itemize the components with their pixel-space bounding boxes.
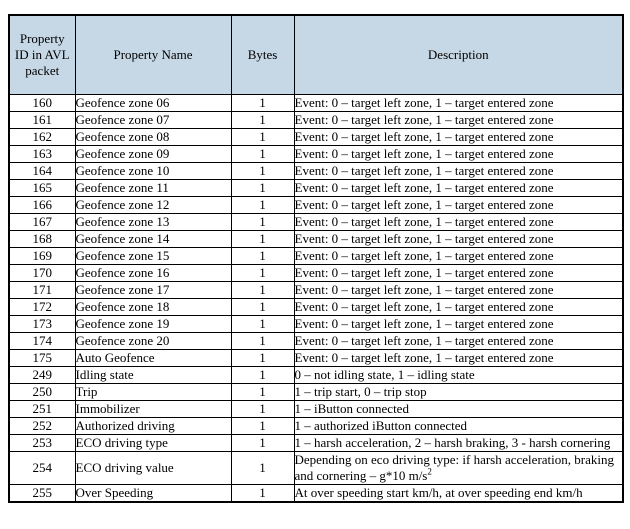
table-row [9,163,623,180]
cell-bytes: 1 [231,282,294,299]
cell-property-name: Geofence zone 17 [75,282,231,299]
table-row [9,129,623,146]
cell-property-name: Auto Geofence [75,350,231,367]
cell-property-id: 163 [9,146,75,163]
cell-bytes: 1 [231,485,294,503]
cell-property-id: 174 [9,333,75,350]
table-row [9,282,623,299]
table-row [9,401,623,418]
description-text: Event: 0 – target left zone, 1 – target entered zone [294,248,554,263]
cell-description [294,367,623,384]
cell-description [294,316,623,333]
cell-property-id: 168 [9,231,75,248]
table-row [9,350,623,367]
description-text: Event: 0 – target left zone, 1 – target entered zone [294,231,554,246]
description-text: 1 – iButton connected [294,401,409,416]
cell-property-id: 162 [9,129,75,146]
cell-bytes: 1 [231,384,294,401]
cell-property-id: 250 [9,384,75,401]
cell-property-name: Geofence zone 19 [75,316,231,333]
cell-property-name: Trip [75,384,231,401]
cell-description [294,146,623,163]
table-row [9,95,623,112]
table-row [9,316,623,333]
cell-description [294,401,623,418]
description-text: Event: 0 – target left zone, 1 – target entered zone [294,197,554,212]
cell-bytes: 1 [231,248,294,265]
description-text: Event: 0 – target left zone, 1 – target entered zone [294,146,554,161]
table-row [9,214,623,231]
table-row [9,197,623,214]
table-row [9,452,623,485]
cell-bytes: 1 [231,435,294,452]
cell-description [294,248,623,265]
cell-description [294,435,623,452]
cell-description [294,214,623,231]
cell-property-name: Immobilizer [75,401,231,418]
cell-description [294,350,623,367]
cell-property-id: 170 [9,265,75,282]
cell-description [294,112,623,129]
cell-bytes: 1 [231,350,294,367]
description-text: 1 – harsh acceleration, 2 – harsh braking, 3 - harsh cornering [294,435,611,450]
cell-bytes: 1 [231,146,294,163]
table-row [9,299,623,316]
cell-description [294,452,623,485]
cell-property-name: Geofence zone 11 [75,180,231,197]
table-header [9,15,623,95]
description-text: Event: 0 – target left zone, 1 – target entered zone [294,333,554,348]
cell-property-id: 171 [9,282,75,299]
cell-property-id: 160 [9,95,75,112]
cell-property-name: Geofence zone 12 [75,197,231,214]
description-superscript: 2 [427,466,432,477]
cell-property-id: 167 [9,214,75,231]
header-row [9,15,623,95]
cell-bytes: 1 [231,333,294,350]
cell-bytes: 1 [231,163,294,180]
avl-properties-table [8,14,624,503]
table-body [9,95,623,503]
cell-property-id: 166 [9,197,75,214]
cell-description [294,333,623,350]
table-row [9,418,623,435]
cell-description [294,485,623,503]
cell-property-id: 169 [9,248,75,265]
cell-property-id: 172 [9,299,75,316]
cell-bytes: 1 [231,316,294,333]
cell-property-name: Geofence zone 06 [75,95,231,112]
description-text: Event: 0 – target left zone, 1 – target entered zone [294,350,554,365]
cell-property-id: 175 [9,350,75,367]
table-row [9,485,623,503]
cell-property-name: Geofence zone 15 [75,248,231,265]
cell-bytes: 1 [231,452,294,485]
table-row [9,180,623,197]
cell-bytes: 1 [231,401,294,418]
cell-property-name: Geofence zone 16 [75,265,231,282]
description-text: Event: 0 – target left zone, 1 – target entered zone [294,129,554,144]
cell-description [294,197,623,214]
description-text: Event: 0 – target left zone, 1 – target entered zone [294,112,554,127]
cell-property-id: 252 [9,418,75,435]
description-text: Event: 0 – target left zone, 1 – target entered zone [294,299,554,314]
table-row [9,435,623,452]
cell-property-id: 165 [9,180,75,197]
description-text: 1 – trip start, 0 – trip stop [294,384,427,399]
description-text: Event: 0 – target left zone, 1 – target entered zone [294,163,554,178]
cell-description [294,265,623,282]
column-header-bytes: Bytes [231,15,294,95]
description-text: Event: 0 – target left zone, 1 – target entered zone [294,265,554,280]
cell-property-name: Geofence zone 08 [75,129,231,146]
cell-property-name: Geofence zone 13 [75,214,231,231]
cell-bytes: 1 [231,418,294,435]
cell-bytes: 1 [231,367,294,384]
description-text: 0 – not idling state, 1 – idling state [294,367,475,382]
cell-property-name: ECO driving type [75,435,231,452]
cell-bytes: 1 [231,95,294,112]
cell-bytes: 1 [231,129,294,146]
column-header-property-id: Property ID in AVL packet [9,15,75,95]
cell-bytes: 1 [231,265,294,282]
cell-property-name: Geofence zone 07 [75,112,231,129]
cell-bytes: 1 [231,214,294,231]
description-text: Event: 0 – target left zone, 1 – target entered zone [294,180,554,195]
table-row [9,384,623,401]
table-row [9,333,623,350]
table-row [9,265,623,282]
cell-property-id: 251 [9,401,75,418]
cell-description [294,384,623,401]
description-text: At over speeding start km/h, at over speeding end km/h [294,485,583,500]
cell-property-id: 249 [9,367,75,384]
cell-description [294,163,623,180]
cell-property-name: Geofence zone 14 [75,231,231,248]
description-text: Event: 0 – target left zone, 1 – target entered zone [294,95,554,110]
cell-description [294,299,623,316]
cell-property-name: Geofence zone 20 [75,333,231,350]
table-row [9,112,623,129]
cell-description [294,180,623,197]
cell-property-id: 253 [9,435,75,452]
table-row [9,248,623,265]
cell-property-name: Over Speeding [75,485,231,503]
cell-bytes: 1 [231,299,294,316]
cell-description [294,282,623,299]
cell-description [294,231,623,248]
cell-description [294,129,623,146]
column-header-description: Description [294,15,623,95]
description-text: Event: 0 – target left zone, 1 – target entered zone [294,214,554,229]
description-text: Event: 0 – target left zone, 1 – target entered zone [294,316,554,331]
cell-property-name: Geofence zone 09 [75,146,231,163]
description-text: Depending on eco driving type: if harsh acceleration, braking and cornering – g*10 m/s [294,452,614,483]
cell-bytes: 1 [231,197,294,214]
cell-bytes: 1 [231,112,294,129]
cell-property-name: ECO driving value [75,452,231,485]
table-row [9,146,623,163]
cell-bytes: 1 [231,180,294,197]
table-row [9,367,623,384]
description-text: Event: 0 – target left zone, 1 – target entered zone [294,282,554,297]
description-text: 1 – authorized iButton connected [294,418,468,433]
cell-bytes: 1 [231,231,294,248]
cell-property-id: 255 [9,485,75,503]
cell-description [294,95,623,112]
cell-property-name: Geofence zone 18 [75,299,231,316]
cell-property-id: 161 [9,112,75,129]
cell-property-name: Idling state [75,367,231,384]
cell-property-id: 173 [9,316,75,333]
table-row [9,231,623,248]
cell-property-id: 164 [9,163,75,180]
cell-description [294,418,623,435]
cell-property-name: Authorized driving [75,418,231,435]
cell-property-id: 254 [9,452,75,485]
column-header-property-name: Property Name [75,15,231,95]
cell-property-name: Geofence zone 10 [75,163,231,180]
